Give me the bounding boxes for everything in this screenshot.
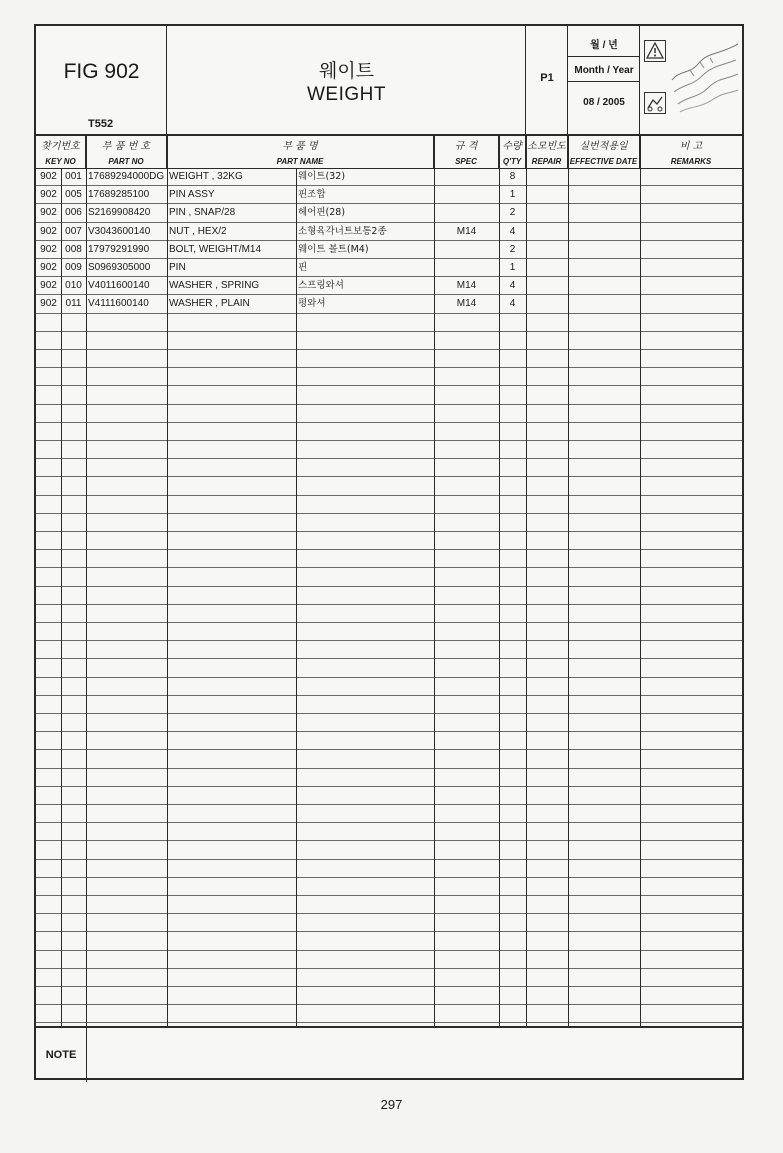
table-row [36, 295, 742, 313]
date-label-korean: 월 / 년 [590, 40, 618, 51]
date-cell [568, 26, 640, 134]
cell-part-no: 17689294000DG [88, 171, 165, 182]
cell-spec: M14 [456, 280, 477, 292]
cell-name-en: WASHER , SPRING [169, 280, 260, 292]
cell-qty: 4 [509, 280, 516, 292]
figure-number: FIG 902 [63, 60, 140, 83]
table-row [36, 659, 742, 677]
cell-spec [434, 204, 499, 222]
cell-key: 006 [65, 207, 82, 219]
cell-part-no: V3043600140 [88, 225, 151, 237]
cell-qty: 2 [509, 243, 516, 255]
table-row [36, 186, 742, 204]
col-repair: 소모빈도 REPAIR [526, 134, 568, 168]
date-label-english: Month / Year [574, 65, 634, 76]
cell-part-no: V4011600140 [88, 280, 150, 292]
parts-table [36, 168, 742, 1026]
cell-key: 010 [65, 280, 82, 292]
table-row [36, 405, 742, 423]
cell-name-en: WASHER , PLAIN [169, 298, 250, 310]
col-remarks: 비 고 REMARKS [670, 141, 712, 166]
cell-fig: 902 [40, 171, 57, 182]
page-cell [526, 26, 568, 134]
cell-name-en: WEIGHT , 32KG [169, 171, 243, 182]
cell-name-ko: 스프링와셔 [298, 280, 344, 292]
cell-name-en: NUT , HEX/2 [169, 225, 227, 237]
table-row [36, 423, 742, 441]
cell-name-en: PIN ASSY [169, 189, 215, 201]
table-row [36, 587, 742, 605]
table-row [36, 259, 742, 277]
parts-sheet [34, 24, 744, 1080]
cell-name-ko: 핀조합 [298, 189, 326, 201]
logo-cell [640, 26, 742, 134]
cell-fig: 902 [40, 280, 57, 292]
table-row [36, 514, 742, 532]
table-row [36, 314, 742, 332]
table-row [36, 496, 742, 514]
col-spec: 규 격 SPEC [434, 134, 499, 168]
table-row [36, 987, 742, 1005]
cell-qty: 8 [509, 171, 516, 182]
title-english: WEIGHT [307, 84, 386, 105]
table-row [36, 714, 742, 732]
date-value: 08 / 2005 [583, 97, 625, 108]
table-row [36, 1005, 742, 1023]
cell-spec: M14 [456, 298, 477, 310]
table-row [36, 678, 742, 696]
table-row [36, 951, 742, 969]
cell-spec [434, 259, 499, 277]
table-row [36, 550, 742, 568]
table-row [36, 932, 742, 950]
cell-name-ko: 헤어핀(28) [298, 207, 346, 219]
table-row [36, 568, 742, 586]
sheet-header [36, 26, 742, 136]
table-row [36, 168, 742, 186]
handwritten-notes-icon [670, 40, 740, 116]
cell-part-no: 17689285100 [88, 189, 150, 201]
cell-name-ko: 핀 [298, 262, 308, 273]
model-code: T552 [88, 118, 114, 130]
cell-key: 008 [65, 243, 82, 255]
table-row [36, 459, 742, 477]
table-row [36, 623, 742, 641]
cell-part-no: S0969305000 [88, 262, 151, 273]
warning-icon [644, 40, 666, 62]
cell-part-no: 17979291990 [88, 243, 150, 255]
machine-icon [644, 92, 666, 114]
cell-spec [434, 168, 499, 186]
cell-name-en: PIN [169, 262, 186, 273]
cell-part-no: S2169908420 [88, 207, 151, 219]
page-number: 297 [380, 1097, 403, 1112]
cell-fig: 902 [40, 298, 57, 310]
title-cell [167, 26, 526, 134]
cell-fig: 902 [40, 243, 57, 255]
table-row [36, 860, 742, 878]
table-row [36, 750, 742, 768]
cell-key: 011 [65, 298, 82, 310]
cell-qty: 4 [509, 225, 516, 237]
table-row [36, 386, 742, 404]
cell-name-ko: 웨이트(32) [298, 171, 346, 182]
cell-name-ko: 평와셔 [298, 298, 326, 310]
cell-qty: 4 [509, 298, 516, 310]
cell-name-en: PIN , SNAP/28 [169, 207, 236, 219]
table-row [36, 441, 742, 459]
table-row [36, 332, 742, 350]
column-headings [36, 134, 742, 169]
cell-key: 007 [65, 225, 82, 237]
cell-qty: 1 [509, 189, 516, 201]
col-part-name: 부 품 명 PART NAME [167, 134, 434, 168]
table-row [36, 532, 742, 550]
table-row [36, 914, 742, 932]
cell-key: 009 [65, 262, 82, 273]
cell-spec [434, 241, 499, 259]
note-label: NOTE [36, 1028, 87, 1082]
cell-name-en: BOLT, WEIGHT/M14 [169, 243, 262, 255]
cell-fig: 902 [40, 262, 57, 273]
table-row [36, 241, 742, 259]
table-row [36, 204, 742, 222]
table-row [36, 823, 742, 841]
table-row [36, 732, 742, 750]
table-row [36, 641, 742, 659]
cell-spec: M14 [456, 225, 477, 237]
table-row [36, 787, 742, 805]
note-row [36, 1026, 742, 1082]
col-key: 찾기번호 KEY NO [36, 134, 86, 168]
table-row [36, 896, 742, 914]
figure-cell [36, 26, 167, 134]
table-row [36, 769, 742, 787]
table-row [36, 805, 742, 823]
col-qty: 수량 Q'TY [499, 134, 526, 168]
cell-key: 005 [65, 189, 82, 201]
col-part-no: 부 품 번 호 PART NO [86, 134, 167, 168]
title-korean: 웨이트 [318, 60, 375, 82]
cell-name-ko: 웨이트 볼트(M4) [298, 243, 369, 255]
table-row [36, 277, 742, 295]
cell-qty: 1 [509, 262, 516, 273]
table-row [36, 368, 742, 386]
table-row [36, 841, 742, 859]
cell-name-ko: 소형육각너트보통2종 [298, 225, 387, 237]
table-row [36, 605, 742, 623]
cell-key: 001 [65, 171, 82, 182]
cell-fig: 902 [40, 225, 57, 237]
table-row [36, 350, 742, 368]
table-row [36, 878, 742, 896]
cell-fig: 902 [40, 207, 57, 219]
table-row [36, 223, 742, 241]
col-effective-date: 실번적용일 EFFECTIVE DATE [568, 134, 640, 168]
cell-spec [434, 186, 499, 204]
table-row [36, 696, 742, 714]
cell-fig: 902 [40, 189, 57, 201]
cell-qty: 2 [509, 207, 516, 219]
sheet-page: P1 [540, 72, 554, 84]
table-row [36, 477, 742, 495]
table-row [36, 969, 742, 987]
cell-part-no: V4111600140 [88, 298, 149, 310]
